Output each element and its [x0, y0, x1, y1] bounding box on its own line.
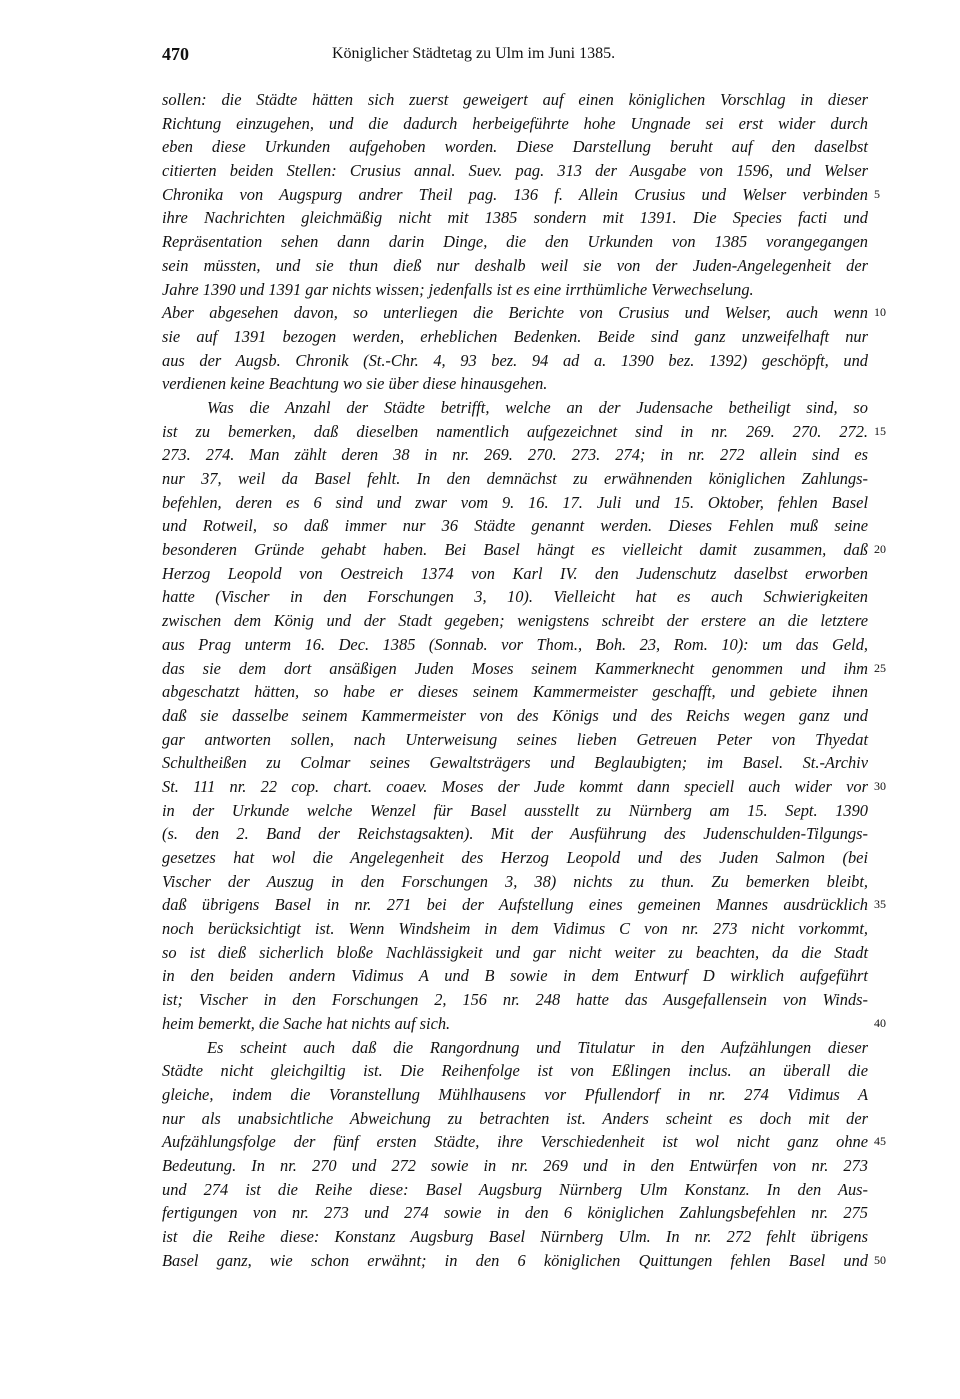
line-text: Richtung einzugehen, und die dadurch herbeigeführte hohe Ungnade sei erst wider durch [162, 113, 868, 133]
line-number: 45 [874, 1134, 886, 1149]
text-line [162, 159, 868, 183]
text-line [162, 514, 868, 538]
text-line [162, 254, 868, 278]
text-line [162, 325, 868, 349]
line-text: abgeschatzt hätten, so habe er dieses seinem Kammermeister geschafft, und gebiete ihnen [162, 682, 868, 702]
line-text: hatte (Vischer in den Forschungen 3, 10). Vielleicht hat es auch Schwierigkeiten [162, 587, 868, 607]
text-line [162, 1059, 868, 1083]
line-text: befehlen, deren es 6 sind und zwar vom 9. 16. 17. Juli und 15. Oktober, fehlen Basel [162, 492, 868, 512]
text-line [162, 941, 868, 965]
text-line [162, 1178, 868, 1202]
text-line [162, 799, 868, 823]
line-number: 25 [874, 660, 886, 675]
text-line [162, 633, 868, 657]
line-text: Bedeutung. In nr. 270 und 272 sowie in nr. 269 und in den Entwürfen von nr. 273 [162, 1155, 868, 1175]
text-line [162, 1012, 886, 1036]
line-text: daß sie dasselbe seinem Kammermeister von des Königs und des Reichs wegen ganz und [162, 705, 868, 725]
text-line [162, 751, 868, 775]
text-line [162, 917, 868, 941]
line-text: ist; Vischer in den Forschungen 2, 156 nr. 248 hatte das Ausgefallensein von Winds- [162, 990, 868, 1010]
line-text: Basel ganz, wie schon erwähnt; in den 6 königlichen Quittungen fehlen Basel und [162, 1250, 868, 1270]
line-text: Schultheißen zu Colmar seines Gewaltsträgers und Beglaubigten; im Basel. St.-Archiv [162, 753, 868, 773]
text-line [162, 538, 886, 562]
text-line [162, 112, 868, 136]
text-line [162, 1036, 868, 1060]
text-line [162, 680, 868, 704]
text-line [162, 1107, 868, 1131]
text-line [162, 893, 886, 917]
text-line [162, 1130, 886, 1154]
text-line [162, 420, 886, 444]
text-line [162, 728, 868, 752]
text-line [162, 1225, 868, 1249]
line-number: 10 [874, 305, 886, 320]
line-text: ist die Reihe diese: Konstanz Augsburg Basel Nürnberg Ulm. In nr. 272 fehlt übrigens [162, 1227, 868, 1246]
line-text: besonderen Gründe gehabt haben. Bei Basel hängt es vielleicht damit zusammen, daß [162, 540, 868, 560]
line-text: ihre Nachrichten gleichmäßig nicht mit 1385 sondern mit 1391. Die Species facti und [162, 208, 868, 228]
line-text: nur 37, weil da Basel fehlt. In den demnächst zu erwähnenden königlichen Zahlungs- [162, 469, 868, 488]
line-text: aus Prag unterm 16. Dec. 1385 (Sonnab. vor Thom., Boh. 23, Rom. 10): um das Geld, [162, 634, 868, 654]
text-line [162, 443, 868, 467]
text-line [162, 562, 868, 586]
page-header [162, 44, 868, 68]
line-text: St. 111 nr. 22 cop. chart. coaev. Moses der Jude kommt dann speciell auch wider vor [162, 776, 868, 796]
line-text: sein müssten, und sie thun dieß nur deshalb weil sie von der Juden-Angelegenheit der [162, 255, 868, 275]
line-text: 273. 274. Man zählt deren 38 in nr. 269. 270. 273. 274; in nr. 272 allein sind es [162, 445, 868, 465]
line-text: und Rotweil, so daß immer nur 36 Städte genannt werden. Dieses Fehlen muß seine [162, 516, 868, 536]
line-text: fertigungen von nr. 273 und 274 sowie in den 6 königlichen Zahlungsbefehlen nr. 275 [162, 1203, 868, 1223]
line-text: in der Urkunde welche Wenzel für Basel ausstellt zu Nürnberg am 15. Sept. 1390 [162, 800, 868, 820]
text-line [162, 609, 868, 633]
text-line [162, 585, 868, 609]
text-line [162, 704, 868, 728]
line-text: sie auf 1391 bezogen werden, erheblichen Bedenken. Beide sind ganz unzweifelhaft nur [162, 326, 868, 346]
line-text: Repräsentation sehen dann darin Dinge, die den Urkunden von 1385 vorangegangen [162, 232, 868, 252]
line-number: 40 [874, 1015, 886, 1030]
text-line [162, 822, 868, 846]
text-line [162, 301, 886, 325]
line-text: sollen: die Städte hätten sich zuerst geweigert auf einen königlichen Vorschlag in dieser [162, 90, 868, 109]
line-text: Vischer der Auszug in den Forschungen 3, 38) nichts zu thun. Zu bemerken bleibt, [162, 871, 868, 891]
line-text: verdienen keine Beachtung wo sie über diese hinausgehen. [162, 374, 548, 394]
line-text: citierten beiden Stellen: Crusius annal. Suev. pag. 313 der Ausgabe von 1596, und Welser [162, 161, 868, 181]
text-line [162, 183, 880, 207]
page-number: 470 [162, 44, 189, 64]
line-text: Herzog Leopold von Oestreich 1374 von Karl IV. den Judenschutz daselbst erworben [162, 563, 868, 583]
running-title: Königlicher Städtetag zu Ulm im Juni 1385. [332, 45, 616, 62]
text-line [162, 1249, 886, 1273]
body-text [162, 88, 886, 1272]
line-text: daß übrigens Basel in nr. 271 bei der Aufstellung eines gemeinen Mannes ausdrücklich [162, 895, 868, 915]
text-line [162, 467, 868, 491]
line-text: aus der Augsb. Chronik (St.-Chr. 4, 93 bez. 94 ad a. 1390 bez. 1392) geschöpft, und [162, 350, 868, 370]
text-line [162, 1201, 868, 1225]
line-text: nur als unabsichtliche Abweichung zu betrachten ist. Anders scheint es doch mit der [162, 1108, 868, 1128]
line-text: Chronika von Augspurg andrer Theil pag. 136 f. Allein Crusius und Welser verbinden [162, 184, 868, 204]
line-text: Was die Anzahl der Städte betrifft, welche an der Judensache betheiligt sind, so [207, 397, 868, 417]
line-text: Es scheint auch daß die Rangordnung und Titulatur in den Aufzählungen dieser [207, 1037, 868, 1057]
line-text: (s. den 2. Band der Reichstagsakten). Mit der Ausführung des Judenschulden-Tilgungs- [162, 824, 868, 844]
line-number: 15 [874, 423, 886, 438]
text-line [162, 657, 886, 681]
line-text: eben diese Urkunden aufgehoben worden. Diese Darstellung beruht auf den daselbst [162, 137, 868, 157]
text-line [162, 870, 868, 894]
line-text: in den beiden andern Vidimus A und B sowie in dem Entwurf D wirklich aufgeführt [162, 966, 868, 986]
text-line [162, 396, 868, 420]
text-line [162, 964, 868, 988]
line-number: 30 [874, 778, 886, 793]
line-text: ist zu bemerken, daß dieselben namentlich aufgezeichnet sind in nr. 269. 270. 272. [162, 421, 868, 441]
line-text: Aber abgesehen davon, so unterliegen die Berichte von Crusius und Welser, auch wenn [162, 303, 868, 323]
line-text: Städte nicht gleichgiltig ist. Die Reihenfolge ist von Eßlingen inclus. an überall die [162, 1061, 868, 1081]
text-line [162, 278, 868, 302]
line-text: gleiche, indem die Voranstellung Mühlhausens vor Pfullendorf in nr. 274 Vidimus A [162, 1084, 868, 1104]
text-line [162, 88, 868, 112]
text-line [162, 349, 868, 373]
line-text: gar antworten sollen, nach Unterweisung seines lieben Getreuen Peter von Thyedat [162, 729, 868, 749]
line-text: so ist dieß sicherlich bloße Nachlässigkeit und gar nicht weiter zu beachten, da die Stadt [162, 942, 868, 962]
text-line [162, 372, 868, 396]
text-line [162, 775, 886, 799]
line-number: 20 [874, 542, 886, 557]
line-text: noch berücksichtigt ist. Wenn Windsheim in dem Vidimus C von nr. 273 nicht vorkommt, [162, 919, 868, 939]
text-line [162, 846, 868, 870]
text-line [162, 1154, 868, 1178]
line-text: und 274 ist die Reihe diese: Basel Augsburg Nürnberg Ulm Konstanz. In den Aus- [162, 1179, 868, 1199]
text-line [162, 1083, 868, 1107]
line-text: heim bemerkt, die Sache hat nichts auf sich. [162, 1013, 451, 1033]
line-text: Aufzählungsfolge der fünf ersten Städte, ihre Verschiedenheit ist wol nicht ganz ohne [162, 1132, 868, 1152]
line-number: 35 [874, 897, 886, 912]
line-text: gesetzes hat wol die Angelegenheit des Herzog Leopold und des Juden Salmon (bei [162, 848, 868, 867]
text-line [162, 491, 868, 515]
text-line [162, 135, 868, 159]
line-number: 50 [874, 1252, 886, 1267]
text-line [162, 230, 868, 254]
line-number: 5 [874, 186, 880, 201]
line-text: das sie dem dort ansäßigen Juden Moses seinem Kammerknecht genommen und ihm [162, 658, 868, 678]
text-line [162, 988, 868, 1012]
text-line [162, 206, 868, 230]
line-text: zwischen dem König und der Stadt gegeben; wenigstens schreibt der erstere an die letztere [162, 611, 868, 631]
line-text: Jahre 1390 und 1391 gar nichts wissen; jedenfalls ist es eine irrthümliche Verwechselung. [162, 279, 754, 299]
